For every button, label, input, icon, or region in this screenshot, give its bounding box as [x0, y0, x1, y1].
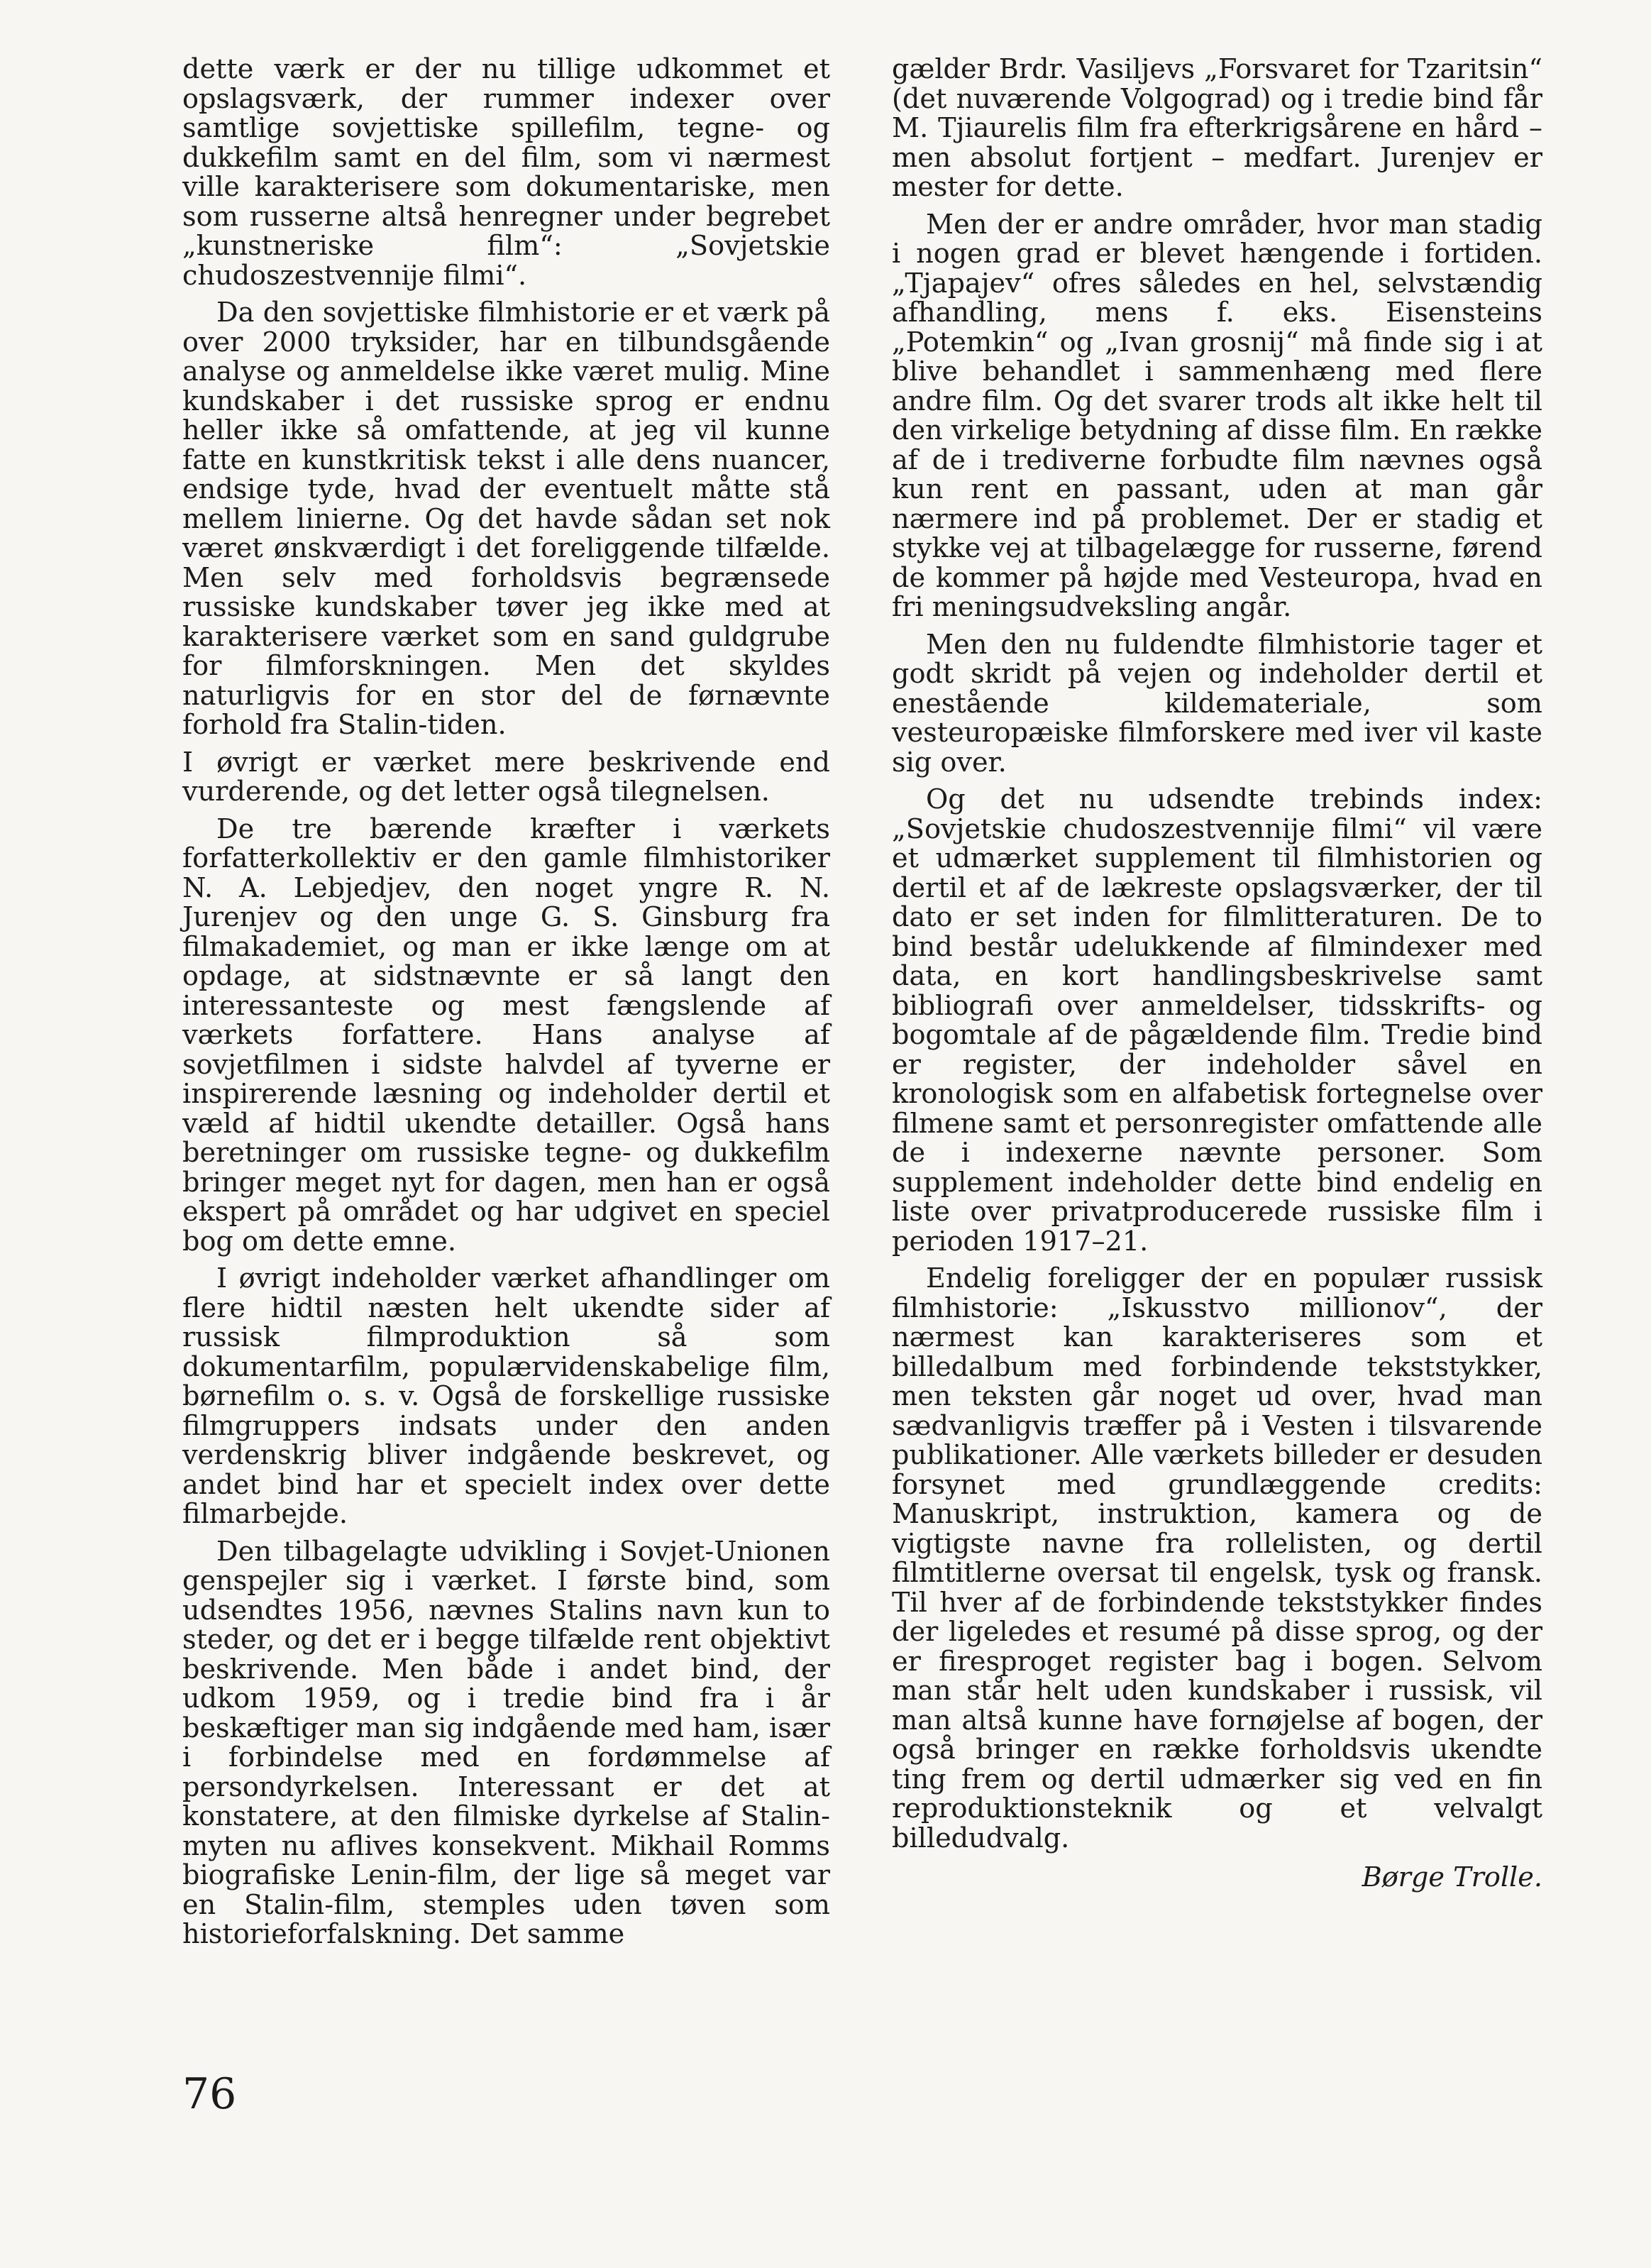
- page-number: 76: [182, 2069, 237, 2119]
- paragraph: I øvrigt indeholder værket afhandlinger om flere hidtil næsten helt ukendte sider af russisk filmproduktion så som dokumentarfilm, populærvidenskabelige film, børnefilm o. s. v. Også de forskellige russiske filmgruppers indsats under den anden verdenskrig bliver indgående beskrevet, og andet bind har et specielt index over dette filmarbejde.: [182, 1263, 830, 1530]
- left-column: [182, 55, 830, 1958]
- paragraph: I øvrigt er værket mere beskrivende end vurderende, og det letter også tilegnelsen.: [182, 747, 830, 808]
- paragraph: gælder Brdr. Vasiljevs „Forsvaret for Tzaritsin“ (det nuværende Volgograd) og i tredie bind får M. Tjiaurelis film fra efterkrigsårene en hård – men absolut fortjent – medfart. Jurenjev er mester for dette.: [892, 54, 1542, 203]
- author-signature: Børge Trolle.: [1362, 1862, 1542, 1893]
- paragraph: Endelig foreligger der en populær russisk filmhistorie: „Iskusstvo millionov“, der nærmest kan karakteriseres som et billedalbum med forbindende tekststykker, men teksten går noget ud over, hvad man sædvanligvis træffer på i Vesten i tilsvarende publikationer. Alle værkets billeder er desuden forsynet med grundlæggende credits: Manuskript, instruktion, kamera og de vigtigste navne fra rollelisten, og dertil filmtitlerne oversat til engelsk, tysk og fransk. Til hver af de forbindende tekststykker findes der ligeledes et resumé på disse sprog, og der er firesproget register bag i bogen. Selvom man står helt uden kundskaber i russisk, vil man altså kunne have fornøjelse af bogen, der også bringer en række forholdsvis ukendte ting frem og dertil udmærker sig ved en fin reproduktionsteknik og et velvalgt billedudvalg.: [892, 1263, 1542, 1854]
- right-column: [892, 55, 1542, 1893]
- paragraph: Da den sovjettiske filmhistorie er et værk på over 2000 tryksider, har en tilbundsgående analyse og anmeldelse ikke været mulig. Mine kundskaber i det russiske sprog er endnu heller ikke så omfattende, at jeg vil kunne fatte en kunstkritisk tekst i alle dens nuancer, endsige tyde, hvad der eventuelt måtte stå mellem linierne. Og det havde sådan set nok været ønskværdigt i det foreliggende tilfælde. Men selv med forholdsvis begrænsede russiske kundskaber tøver jeg ikke med at karakterisere værket som en sand guldgrube for filmforskningen. Men det skyldes naturligvis for en stor del de førnævnte forhold fra Stalin-tiden.: [182, 297, 830, 741]
- paragraph: De tre bærende kræfter i værkets forfatterkollektiv er den gamle filmhistoriker N. A. Lebjedjev, den noget yngre R. N. Jurenjev og den unge G. S. Ginsburg fra filmakademiet, og man er ikke længe om at opdage, at sidstnævnte er så langt den interessanteste og mest fængslende af værkets forfattere. Hans analyse af sovjetfilmen i sidste halvdel af tyverne er inspirerende læsning og indeholder dertil et væld af hidtil ukendte detailler. Også hans beretninger om russiske tegne- og dukkefilm bringer meget nyt for dagen, men han er også ekspert på området og har udgivet en speciel bog om dette emne.: [182, 813, 830, 1257]
- paragraph: Den tilbagelagte udvikling i Sovjet-Unionen genspejler sig i værket. I første bind, som udsendtes 1956, nævnes Stalins navn kun to steder, og det er i begge tilfælde rent objektivt beskrivende. Men både i andet bind, der udkom 1959, og i tredie bind fra i år beskæftiger man sig indgående med ham, især i forbindelse med en fordømmelse af persondyrkelsen. Interessant er det at konstatere, at den filmiske dyrkelse af Stalin-myten nu aflives konsekvent. Mikhail Romms biografiske Lenin-film, der lige så meget var en Stalin-film, stemples uden tøven som historieforfalskning. Det samme: [182, 1536, 830, 1950]
- paragraph: Men der er andre områder, hvor man stadig i nogen grad er blevet hængende i fortiden. „Tjapajev“ ofres således en hel, selvstændig afhandling, mens f. eks. Eisensteins „Potemkin“ og „Ivan grosnij“ må finde sig i at blive behandlet i sammenhæng med flere andre film. Og det svarer trods alt ikke helt til den virkelige betydning af disse film. En række af de i trediverne forbudte film nævnes også kun rent en passant, uden at man går nærmere ind på problemet. Der er stadig et stykke vej at tilbagelægge for russerne, førend de kommer på højde med Vesteuropa, hvad en fri meningsudveksling angår.: [892, 209, 1543, 623]
- paragraph: Men den nu fuldendte filmhistorie tager et godt skridt på vejen og indeholder dertil et enestående kildemateriale, som vesteuropæiske filmforskere med iver vil kaste sig over.: [892, 629, 1542, 778]
- paragraph: dette værk er der nu tillige udkommet et opslagsværk, der rummer indexer over samtlige sovjettiske spillefilm, tegne- og dukkefilm samt en del film, som vi nærmest ville karakterisere som dokumentariske, men som russerne altså henregner under begrebet „kunstneriske film“: „Sovjetskie chudoszestvennije filmi“.: [182, 54, 830, 292]
- paragraph: Og det nu udsendte trebinds index: „Sovjetskie chudoszestvennije filmi“ vil være et udmærket supplement til filmhistorien og dertil et af de lækreste opslagsværker, der til dato er set inden for filmlitteraturen. De to bind består udelukkende af filmindexer med data, en kort handlingsbeskrivelse samt bibliografi over anmeldelser, tidsskrifts- og bogomtale af de pågældende film. Tredie bind er register, der indeholder såvel en kronologisk som en alfabetisk fortegnelse over filmene samt et personregister omfattende alle de i indexerne nævnte personer. Som supplement indeholder dette bind endelig en liste over privatproducerede russiske film i perioden 1917–21.: [892, 784, 1542, 1257]
